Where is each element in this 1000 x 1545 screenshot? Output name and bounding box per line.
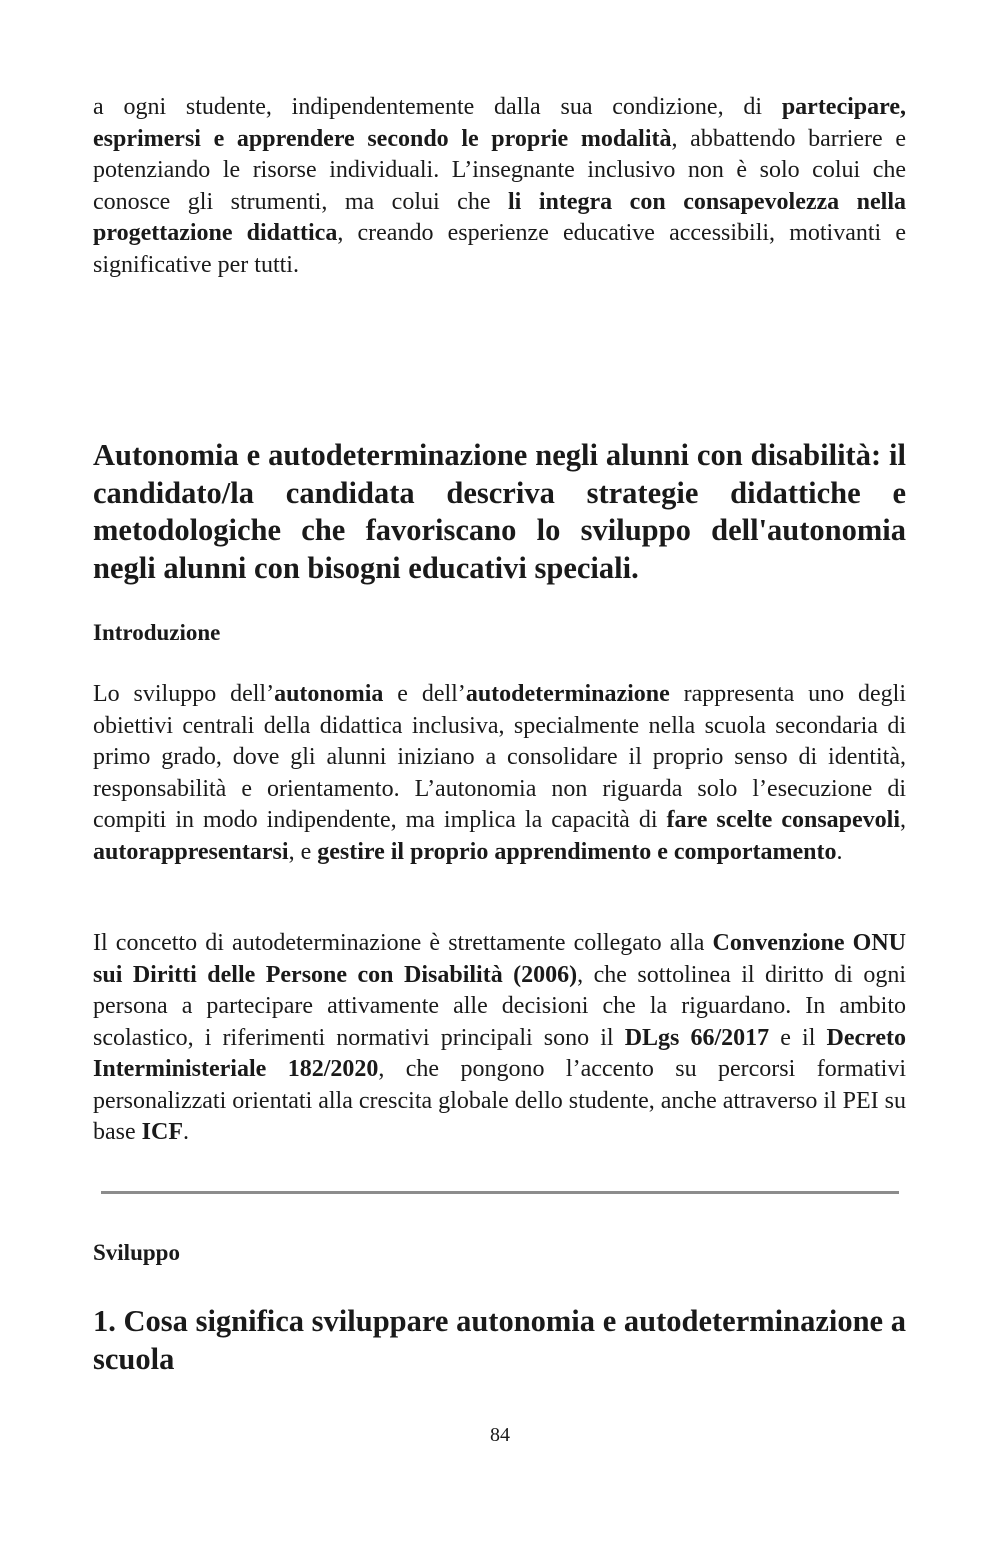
development-heading: Sviluppo	[93, 1240, 180, 1265]
paragraph-autonomy-development	[93, 679, 906, 868]
section-divider	[101, 1191, 899, 1194]
bold-run: gestire il proprio apprendimento e comportamento	[317, 838, 837, 865]
text-run: , abbattendo barriere e potenziando le risorse individuali. L’insegnante inclusivo non è solo colui che conosce gli strumenti, ma colui che	[93, 125, 907, 215]
intro-heading: Introduzione	[93, 620, 221, 645]
bold-run: Decreto Interministeriale 182/2020	[93, 1024, 906, 1082]
bold-run: DLgs 66/2017	[624, 1024, 770, 1051]
text-run: .	[836, 838, 843, 865]
bold-run: autonomia	[274, 681, 384, 707]
paragraph-inclusive-teacher	[93, 92, 906, 281]
text-run: , e	[288, 838, 318, 865]
paragraph-legal-framework	[93, 928, 906, 1149]
bold-run: partecipare, esprimersi e apprendere secondo le proprie modalità	[93, 94, 906, 152]
text-run: , che pongono l’accento su percorsi formativi personalizzati orientati alla crescita globale dello studente, anche attraverso il PEI su base	[93, 1056, 907, 1145]
section-1-heading: 1. Cosa significa sviluppare autonomia e autodeterminazione a scuola	[93, 1304, 906, 1376]
bold-run: Convenzione ONU sui Diritti delle Persone con Disabilità (2006)	[93, 930, 906, 988]
page-number: 84	[490, 1424, 510, 1446]
bold-run: fare scelte consapevoli	[666, 807, 900, 833]
text-run: Lo sviluppo dell’	[93, 681, 275, 707]
text-run: a ogni studente, indipendentemente dalla sua condizione, di	[93, 94, 782, 120]
text-run: .	[183, 1119, 189, 1145]
text-run: Il concetto di autodeterminazione è strettamente collegato alla	[93, 930, 713, 956]
text-run: , che sottolinea il diritto di ogni persona a partecipare attivamente alle decisioni che la riguardano. In ambito scolastico, i riferimenti normativi principali sono il	[93, 961, 906, 1051]
text-run: e il	[769, 1024, 827, 1051]
bold-run: autodeterminazione	[465, 681, 670, 707]
text-run: e dell’	[383, 681, 466, 707]
text-run: , creando esperienze educative accessibili, motivanti e significative per tutti.	[93, 220, 906, 278]
bold-run: li integra con consapevolezza nella progettazione didattica	[93, 188, 907, 246]
main-heading: Autonomia e autodeterminazione negli alunni con disabilità: il candidato/la candidata descriva strategie didattiche e metodologiche che favoriscano lo sviluppo dell'autonomia negli alunni con bisogni educativi speciali.	[93, 438, 906, 585]
text-run: ,	[900, 807, 906, 833]
bold-run: autorappresentarsi	[93, 838, 289, 865]
text-run: rappresenta uno degli obiettivi centrali della didattica inclusiva, specialmente nella scuola secondaria di primo grado, dove gli alunni iniziano a consolidare il proprio senso di identità, responsabilità e orientamento. L’autonomia non riguarda solo l’esecuzione di compiti in modo indipendente, ma implica la capacità di	[93, 681, 906, 833]
bold-run: ICF	[141, 1119, 183, 1145]
